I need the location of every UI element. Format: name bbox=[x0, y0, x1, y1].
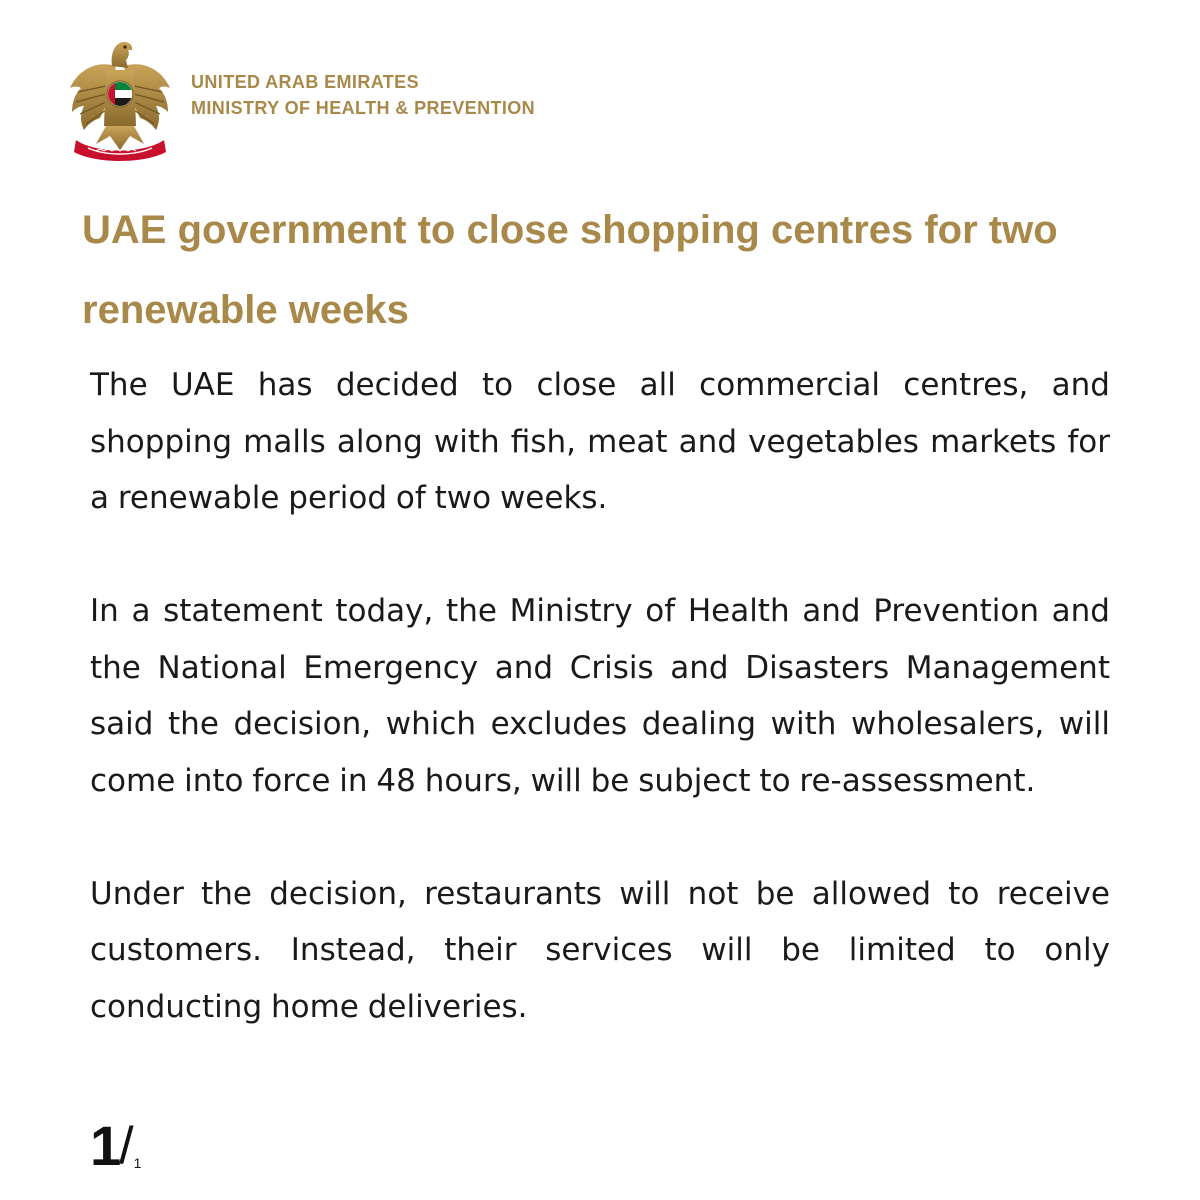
country-name: UNITED ARAB EMIRATES bbox=[191, 72, 419, 92]
current-page: 1 bbox=[90, 1114, 122, 1177]
ministry-header bbox=[191, 69, 535, 121]
paragraph-1: The UAE has decided to close all commercial centres, and shopping malls along with fish, meat and vegetables markets for a renewable period of two weeks. bbox=[90, 367, 1110, 516]
uae-falcon-emblem-icon bbox=[66, 36, 174, 164]
page-separator: / bbox=[119, 1117, 134, 1175]
page-indicator bbox=[90, 1114, 142, 1188]
ministry-name: MINISTRY OF HEALTH & PREVENTION bbox=[191, 98, 536, 118]
paragraph-3: Under the decision, restaurants will not be allowed to receive customers. Instead, their services will be limited to only conducting home deliveries. bbox=[90, 875, 1110, 1025]
total-pages: 1 bbox=[133, 1155, 142, 1171]
paragraph-2: In a statement today, the Ministry of Health and Prevention and the National Emergency and Crisis and Disasters Management said the decision, which excludes dealing with wholesalers, will come into force in 48 hours, will be subject to re-assessment. bbox=[90, 593, 1110, 799]
article-title: UAE government to close shopping centres for two renewable weeks bbox=[82, 208, 1058, 332]
article-body bbox=[90, 357, 1110, 1035]
